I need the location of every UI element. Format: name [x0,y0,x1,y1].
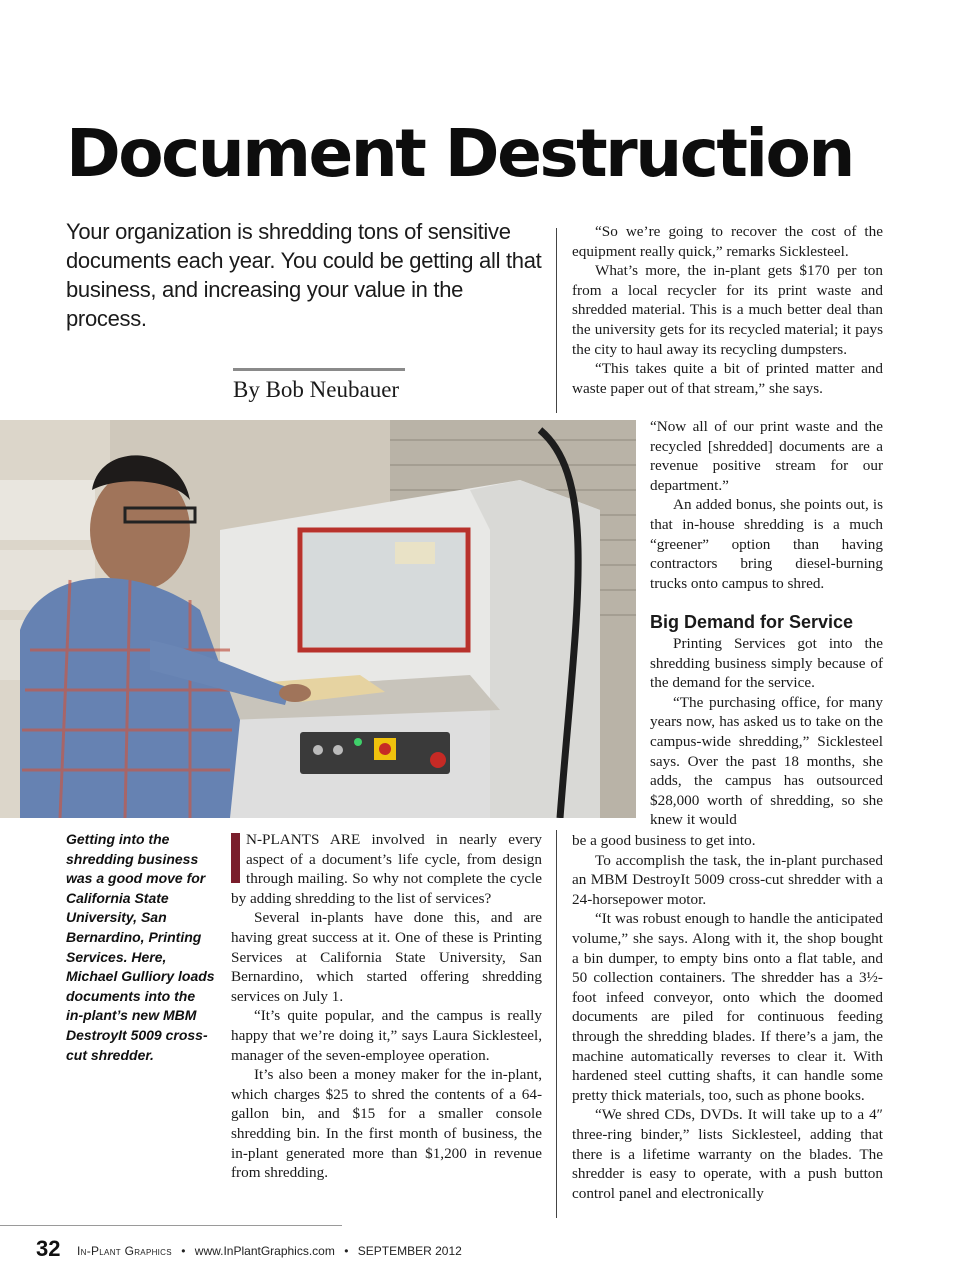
body-paragraph: be a good business to get into. [572,832,756,849]
publication-name: In-Plant Graphics [77,1244,172,1258]
byline-rule [233,368,405,371]
column-3-service [650,634,883,830]
body-paragraph: “It was robust enough to handle the anticipated volume,” she says. Along with it, the shop bought a bin dumper, to empty bins onto a flat table, and 50 collection containers. The shredder has a 3½-foot infeed conveyor, onto which the doomed documents are piled for continuous feeding through the shredding blades. If there’s a jam, the machine automatically reverses to clear it. With hardened steel cutting shafts, it can handle some pretty thick materials, too, such as phone books. [572,910,883,1104]
body-paragraph: “So we’re going to recover the cost of the equipment really quick,” remarks Sicklesteel. [572,223,883,260]
footer-rule [0,1225,342,1226]
footer-folio [77,1244,462,1258]
column-divider [556,228,557,413]
body-paragraph: “It’s quite popular, and the campus is really happy that we’re doing it,” says Laura Sicklesteel, manager of the seven-employee operation. [231,1007,542,1064]
body-paragraph: “This takes quite a bit of printed matter and waste paper out of that stream,” she says. [572,360,883,397]
body-paragraph: It’s also been a money maker for the in-plant, which charges $25 to shred the contents of a 64-gallon bin, and $15 for a smaller console shredding bin. In the first month of business, the in-plant generated more than $1,200 in revenue from shredding. [231,1066,542,1182]
publication-url[interactable]: www.InPlantGraphics.com [194,1244,335,1258]
body-paragraph: “The purchasing office, for many years now, has asked us to take on the campus-wide shredding,” Sicklesteel says. Over the past 18 months, she adds, the campus has outsourced $28,000 worth of shredding, so she knew it would [650,693,883,829]
column-3-narrow [650,417,883,593]
body-paragraph: Several in-plants have done this, and are having great success at it. One of these is Printing Services at California State University, San Bernardino, which started offering shredding services on July 1. [231,909,542,1005]
column-2 [231,830,542,1183]
column-3-bottom [572,831,883,1203]
issue-date: SEPTEMBER 2012 [357,1244,462,1258]
lead-text: N-PLANTS ARE involved in nearly every aspect of a document’s life cycle, from design through mailing. So why not complete the cycle by adding shredding to the list of services? [231,831,542,907]
article-headline: Document Destruction [66,115,853,192]
column-divider [556,830,557,1218]
section-subhead: Big Demand for Service [650,612,854,632]
page-number: 32 [36,1236,61,1261]
footer-separator: • [344,1244,349,1258]
body-paragraph: To accomplish the task, the in-plant purchased an MBM DestroyIt 5009 cross-cut shredder with a 24-horsepower motor. [572,851,883,908]
shredder-photo [0,420,636,818]
byline: By Bob Neubauer [233,377,400,402]
body-paragraph: “Now all of our print waste and the recycled [shredded] documents are a revenue positive stream for our department.” [650,418,883,494]
body-paragraph: Printing Services got into the shredding business simply because of the demand for the service. [650,635,883,692]
column-3-top [572,222,883,398]
article-deck: Your organization is shredding tons of sensitive documents each year. You could be getting all that business, and increasing your value in the process. [66,219,542,331]
body-paragraph: “We shred CDs, DVDs. It will take up to a 4″ three-ring binder,” lists Sicklesteel, adding that there is a lifetime warranty on the blades. The shredder is easy to operate, with a push button control panel and electronically [572,1106,883,1202]
body-paragraph: An added bonus, she points out, is that in-house shredding is a much “greener” option than having contractors bring diesel-burning trucks onto campus to shred. [650,496,883,592]
body-paragraph: What’s more, the in-plant gets $170 per ton from a local recycler for its print waste and shredded material. This is a much better deal than the university gets for its recycled material; it pays the city to haul away its recycling dumpsters. [572,262,883,358]
dropcap [231,833,240,883]
footer-separator: • [181,1244,186,1258]
body-paragraph-lead [231,830,542,908]
photo-caption: Getting into the shredding business was a good move for California State University, San Bernardino, Printing Services. Here, Michael Gulliory loads documents into the in-plant’s new MBM DestroyIt 5009 cross-cut shredder. [66,831,215,1063]
